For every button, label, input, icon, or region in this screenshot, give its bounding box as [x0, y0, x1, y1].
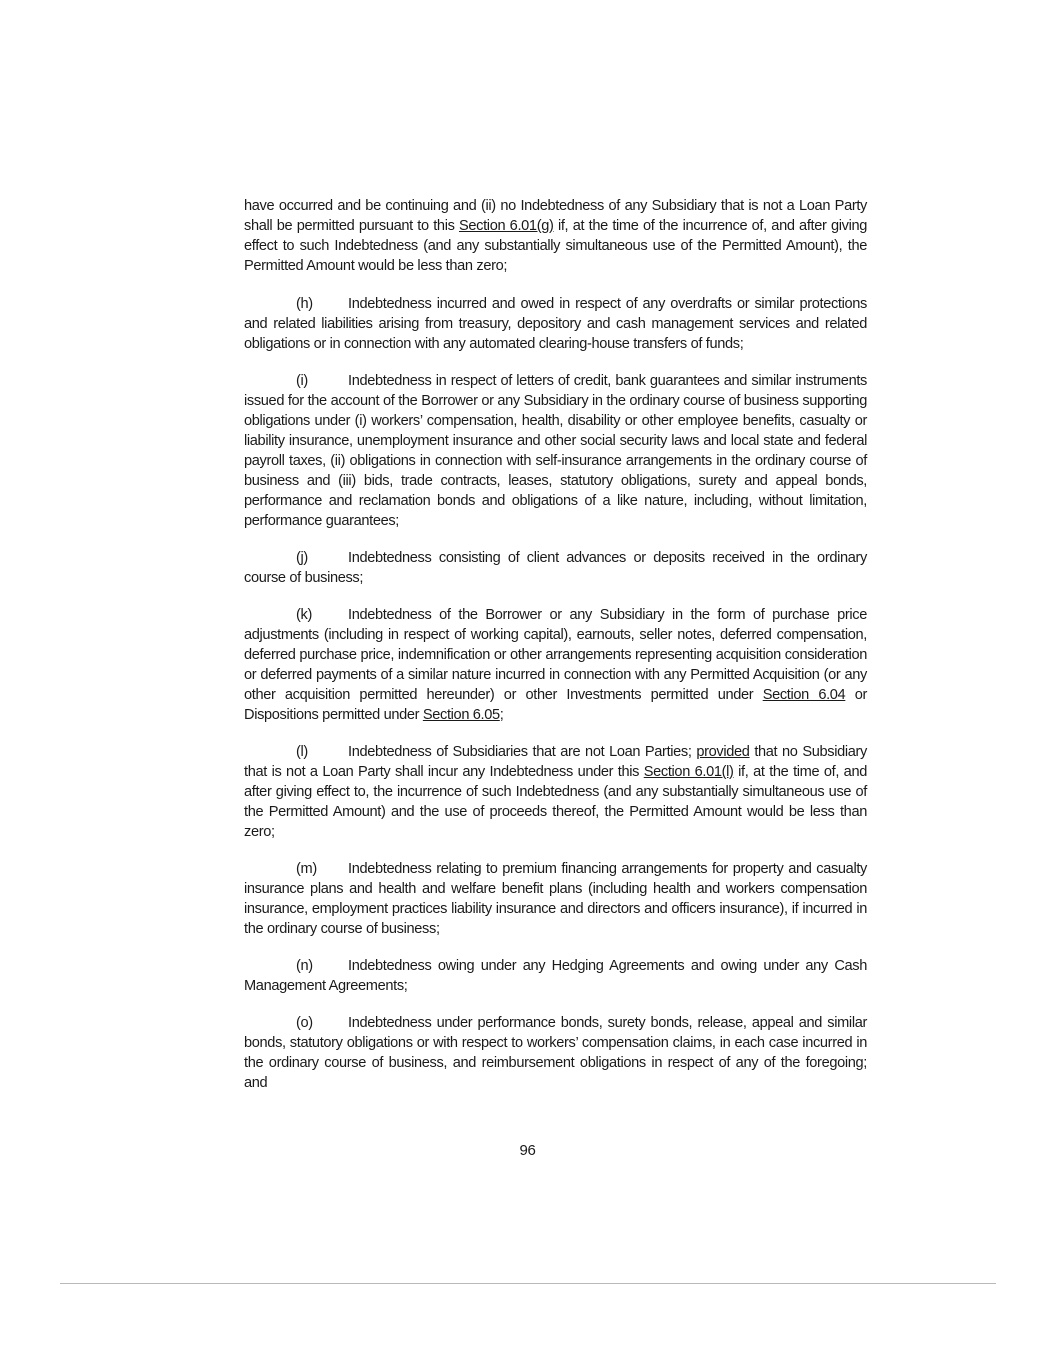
- section-reference: Section 6.05: [422, 707, 500, 723]
- continuation-paragraph: [244, 196, 867, 276]
- continuation-text-1: have occurred and be continuing and (ii) no Indebtedness of any Subsidiary that is not a Loan Party shall be permitted pursuant to this: [244, 198, 867, 234]
- clause-label: (m): [296, 861, 317, 877]
- clause-text: Indebtedness owing under any Hedging Agreements and owing under any Cash Management Agreements;: [244, 958, 867, 994]
- clause-i: [244, 371, 867, 531]
- page-divider: [60, 1283, 996, 1284]
- continuation-text-2: if, at the time of the incurrence of, and after giving effect to such Indebtedness (and any substantially simultaneous use of the Permitted Amount), the Permitted Amount would be less than zero;: [244, 218, 867, 274]
- clause-l: [244, 742, 867, 842]
- clause-text-3: if, at the time of, and after giving effect to, the incurrence of such Indebtedness (and any substantially simultaneous use of the Permitted Amount) and the use of proceeds thereof, the Permitted Amount would be less than zero;: [244, 764, 867, 840]
- clause-text-1: Indebtedness of Subsidiaries that are not Loan Parties;: [348, 744, 697, 760]
- document-body: [244, 196, 867, 1110]
- clause-text: Indebtedness incurred and owed in respect of any overdrafts or similar protections and related liabilities arising from treasury, depository and cash management services and related obligations or in connection with any automated clearing-house transfers of funds;: [244, 296, 867, 352]
- clause-text-1: Indebtedness of the Borrower or any Subsidiary in the form of purchase price adjustments (including in respect of working capital), earnouts, seller notes, deferred compensation, deferred purchase price, indemnification or other arrangements representing acquisition consideration or deferred payments of a similar nature incurred in connection with any Permitted Acquisition (or any other acquisition permitted hereunder) or other Investments permitted under: [244, 607, 867, 703]
- clause-k: [244, 605, 867, 725]
- clause-text-2: that no Subsidiary that is not a Loan Party shall incur any Indebtedness under this: [244, 744, 867, 780]
- section-reference: Section 6.04: [762, 687, 846, 703]
- clause-label: (h): [296, 296, 313, 312]
- clause-label: (o): [296, 1015, 313, 1031]
- clause-label: (j): [296, 550, 308, 566]
- clause-label: (k): [296, 607, 312, 623]
- section-reference: Section 6.01(g): [459, 218, 554, 234]
- clause-text-2: or Dispositions permitted under: [244, 687, 868, 723]
- clause-label: (i): [296, 373, 308, 389]
- clause-text: Indebtedness consisting of client advances or deposits received in the ordinary course of business;: [244, 550, 867, 586]
- clause-text: Indebtedness in respect of letters of credit, bank guarantees and similar instruments issued for the account of the Borrower or any Subsidiary in the ordinary course of business supporting obligations under (i) workers’ compensation, health, disability or other employee benefits, casualty or liability insurance, unemployment insurance and other social security laws and local state and federal payroll taxes, (ii) obligations in connection with self-insurance arrangements in the ordinary course of business and (iii) bids, trade contracts, leases, statutory obligations, surety and appeal bonds, performance and reclamation bonds and obligations of a like nature, including, without limitation, performance guarantees;: [244, 373, 867, 529]
- clause-m: [244, 859, 867, 939]
- proviso-term: provided: [696, 744, 750, 760]
- clause-text-3: ;: [499, 707, 504, 723]
- clause-label: (n): [296, 958, 313, 974]
- section-reference: Section 6.01(l): [643, 764, 734, 780]
- clause-n: [244, 956, 867, 996]
- clause-o: [244, 1013, 867, 1093]
- clause-h: [244, 294, 867, 354]
- clause-text: Indebtedness under performance bonds, surety bonds, release, appeal and similar bonds, statutory obligations or with respect to workers’ compensation claims, in each case incurred in the ordinary course of business, and reimbursement obligations in respect of any of the foregoing; and: [244, 1015, 867, 1091]
- clause-label: (l): [296, 744, 308, 760]
- clause-text: Indebtedness relating to premium financing arrangements for property and casualty insurance plans and health and welfare benefit plans (including health and workers compensation insurance, employment practices liability insurance and directors and officers insurance), if incurred in the ordinary course of business;: [244, 861, 867, 937]
- page-number: 96: [519, 1142, 536, 1159]
- clause-j: [244, 548, 867, 588]
